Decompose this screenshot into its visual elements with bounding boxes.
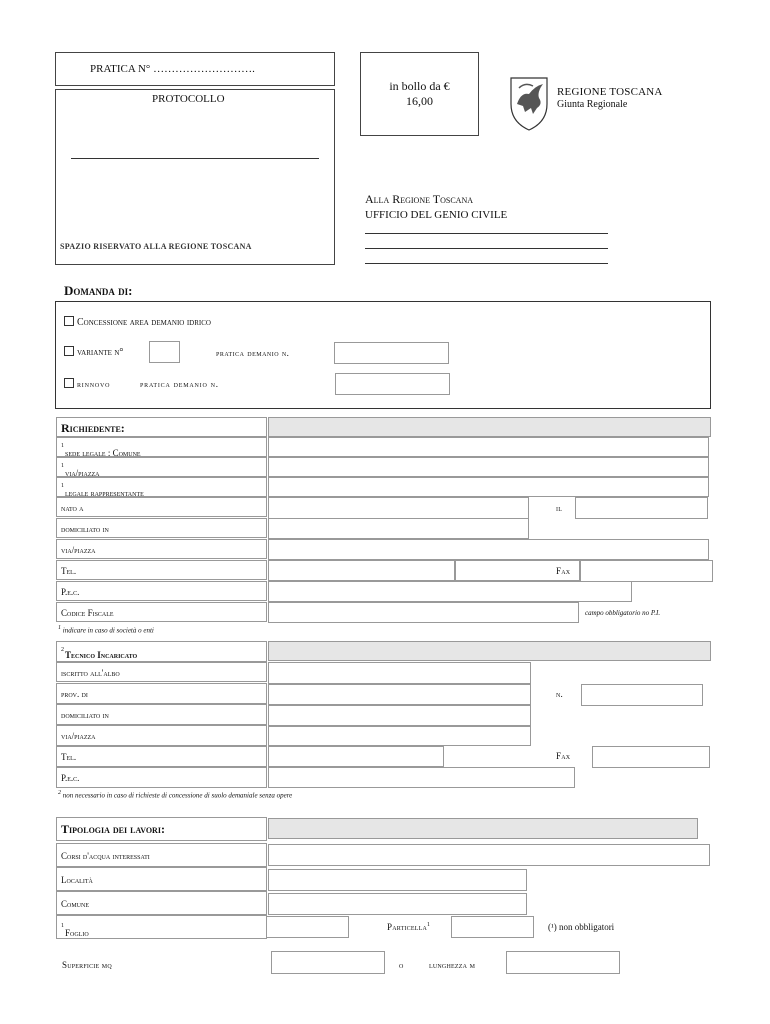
tecnico-header-bar xyxy=(268,641,711,661)
sede-legale-label: sede legale : Comune xyxy=(65,448,141,458)
legale-rappresentante-field[interactable] xyxy=(268,477,709,497)
comune-cell xyxy=(56,891,267,915)
tel-field[interactable] xyxy=(268,560,455,581)
rinnovo-label: rinnovo xyxy=(77,379,111,389)
tecnico-fax-label: Fax xyxy=(556,751,571,761)
fax-label: Fax xyxy=(556,566,571,576)
variante-checkbox[interactable] xyxy=(64,346,74,356)
iscritto-albo-label: iscritto all'albo xyxy=(61,668,120,678)
logo-subtitle: Giunta Regionale xyxy=(557,99,628,110)
logo-title: REGIONE TOSCANA xyxy=(557,86,663,98)
via-piazza-2-field[interactable] xyxy=(268,539,709,560)
iscritto-albo-field[interactable] xyxy=(268,662,531,684)
superficie-field[interactable] xyxy=(271,951,385,974)
legale-rappresentante-cell xyxy=(56,477,267,497)
prov-di-cell xyxy=(56,683,267,704)
pec-field[interactable] xyxy=(268,581,632,602)
pec-cell xyxy=(56,581,267,601)
fax-field[interactable] xyxy=(580,560,713,582)
particella-label: Particella xyxy=(387,922,427,932)
pratica-box xyxy=(55,52,335,86)
lunghezza-field[interactable] xyxy=(506,951,620,974)
codice-fiscale-field[interactable] xyxy=(268,602,579,623)
corsi-acqua-cell xyxy=(56,843,267,867)
via-piazza-sup: 1 xyxy=(61,463,64,469)
tecnico-via-field[interactable] xyxy=(268,726,531,746)
iscritto-albo-cell xyxy=(56,662,267,682)
tel-label: Tel. xyxy=(61,566,77,576)
domanda-box xyxy=(55,301,711,409)
nato-a-label: nato a xyxy=(61,503,84,513)
via-piazza-cell xyxy=(56,457,267,477)
pratica-demanio-label-1: pratica demanio n. xyxy=(216,348,290,358)
data-nascita-field[interactable] xyxy=(575,497,708,519)
reserved-label: SPAZIO RISERVATO ALLA REGIONE TOSCANA xyxy=(60,242,252,251)
tipologia-title-cell xyxy=(56,817,267,841)
tecnico-footnote-text: non necessario in caso di richieste di concessione di suolo demaniale senza opere xyxy=(62,791,293,800)
nato-a-field[interactable] xyxy=(268,497,529,519)
n-label: n. xyxy=(556,689,563,699)
domiciliato-label: domiciliato in xyxy=(61,524,109,534)
address-line-2 xyxy=(365,248,608,249)
richiedente-footnote-sup: 1 xyxy=(58,625,61,631)
domanda-title: Domanda di: xyxy=(64,283,133,298)
concessione-label: Concessione area demanio idrico xyxy=(77,317,211,328)
foglio-sup: 1 xyxy=(61,923,64,929)
tecnico-domiciliato-label: domiciliato in xyxy=(61,710,109,720)
comune-label: Comune xyxy=(61,899,90,909)
pratica-label: PRATICA N° ………………………. xyxy=(90,63,255,75)
codice-fiscale-label: Codice Fiscale xyxy=(61,608,114,618)
protocollo-box xyxy=(55,89,335,265)
tecnico-pec-cell xyxy=(56,767,267,788)
particella-sup: 1 xyxy=(426,922,431,928)
bollo-line2: 16,00 xyxy=(406,94,433,108)
comune-field[interactable] xyxy=(268,893,527,915)
variante-label: variante n° xyxy=(77,347,124,358)
non-obbligatori-note: (¹) non obbligatori xyxy=(548,922,615,932)
particella-field[interactable] xyxy=(451,916,534,938)
foglio-field[interactable] xyxy=(266,916,349,938)
concessione-checkbox[interactable] xyxy=(64,316,74,326)
tecnico-footnote xyxy=(58,790,292,799)
richiedente-footnote xyxy=(58,625,154,634)
bollo-box xyxy=(360,52,479,136)
domiciliato-field[interactable] xyxy=(268,518,529,539)
pratica-demanio-field-2[interactable] xyxy=(335,373,450,395)
tipologia-header-bar xyxy=(268,818,698,839)
pratica-demanio-field-1[interactable] xyxy=(334,342,449,364)
tecnico-tel-cell xyxy=(56,746,267,767)
localita-cell xyxy=(56,867,267,891)
foglio-cell xyxy=(56,915,267,939)
tecnico-tel-field[interactable] xyxy=(268,746,444,767)
tecnico-title: Tecnico Incaricato xyxy=(65,650,138,660)
tipologia-title: Tipologia dei lavori: xyxy=(61,822,165,836)
regione-toscana-logo xyxy=(505,74,665,134)
richiedente-title: Richiedente: xyxy=(61,421,125,435)
tecnico-via-cell xyxy=(56,725,267,746)
tel-cell xyxy=(56,560,267,580)
tecnico-title-cell xyxy=(56,641,267,662)
sede-legale-sup: 1 xyxy=(61,443,64,449)
pec-label: P.e.c. xyxy=(61,587,80,597)
richiedente-title-cell xyxy=(56,417,267,437)
prov-di-label: prov. di xyxy=(61,689,88,699)
il-label: il xyxy=(556,503,563,513)
via-piazza-2-cell xyxy=(56,539,267,559)
localita-field[interactable] xyxy=(268,869,527,891)
addressee-line1: Alla Regione Toscana xyxy=(365,192,473,206)
particella-label-wrap xyxy=(387,922,430,932)
legale-rappresentante-label: legale rappresentante xyxy=(65,488,144,498)
tecnico-pec-field[interactable] xyxy=(268,767,575,788)
prov-di-field[interactable] xyxy=(268,684,531,705)
foglio-label: Foglio xyxy=(65,928,89,938)
protocollo-label: PROTOCOLLO xyxy=(152,93,225,105)
superficie-label: Superficie mq xyxy=(62,960,112,970)
tecnico-footnote-sup: 2 xyxy=(58,790,61,796)
richiedente-header-bar xyxy=(268,417,711,437)
rinnovo-checkbox[interactable] xyxy=(64,378,74,388)
lunghezza-label: lunghezza m xyxy=(429,960,476,970)
bollo-line1: in bollo da € xyxy=(389,79,450,93)
via-piazza-2-label: via/piazza xyxy=(61,545,96,555)
codice-fiscale-cell xyxy=(56,602,267,622)
cf-note: campo obbligatorio no P.I. xyxy=(585,609,661,617)
via-piazza-field[interactable] xyxy=(268,457,709,477)
tecnico-domiciliato-field[interactable] xyxy=(268,705,531,726)
sede-legale-comune-field[interactable] xyxy=(268,437,709,457)
variante-number-field[interactable] xyxy=(149,341,180,363)
localita-label: Località xyxy=(61,875,93,885)
via-piazza-label: via/piazza xyxy=(65,468,100,478)
richiedente-footnote-text: indicare in caso di società o enti xyxy=(62,626,154,635)
pratica-demanio-label-2: pratica demanio n. xyxy=(140,379,219,389)
tecnico-via-label: via/piazza xyxy=(61,731,96,741)
tecnico-pec-label: P.e.c. xyxy=(61,773,80,783)
tecnico-fax-field[interactable] xyxy=(592,746,710,768)
protocollo-line xyxy=(71,158,319,159)
legale-rappresentante-sup: 1 xyxy=(61,483,64,489)
tecnico-tel-label: Tel. xyxy=(61,752,77,762)
o-label: o xyxy=(399,960,404,970)
tecnico-domiciliato-cell xyxy=(56,704,267,725)
corsi-acqua-label: Corsi d'acqua interessati xyxy=(61,851,150,861)
tecnico-title-sup: 2 xyxy=(61,647,64,653)
addressee-line2: UFFICIO DEL GENIO CIVILE xyxy=(365,209,508,221)
address-line-1 xyxy=(365,233,608,234)
n-albo-field[interactable] xyxy=(581,684,703,706)
domiciliato-cell xyxy=(56,518,267,538)
pegasus-emblem-icon xyxy=(505,74,553,132)
nato-a-cell xyxy=(56,497,267,517)
corsi-acqua-field[interactable] xyxy=(268,844,710,866)
address-line-3 xyxy=(365,263,608,264)
sede-legale-cell xyxy=(56,437,267,457)
